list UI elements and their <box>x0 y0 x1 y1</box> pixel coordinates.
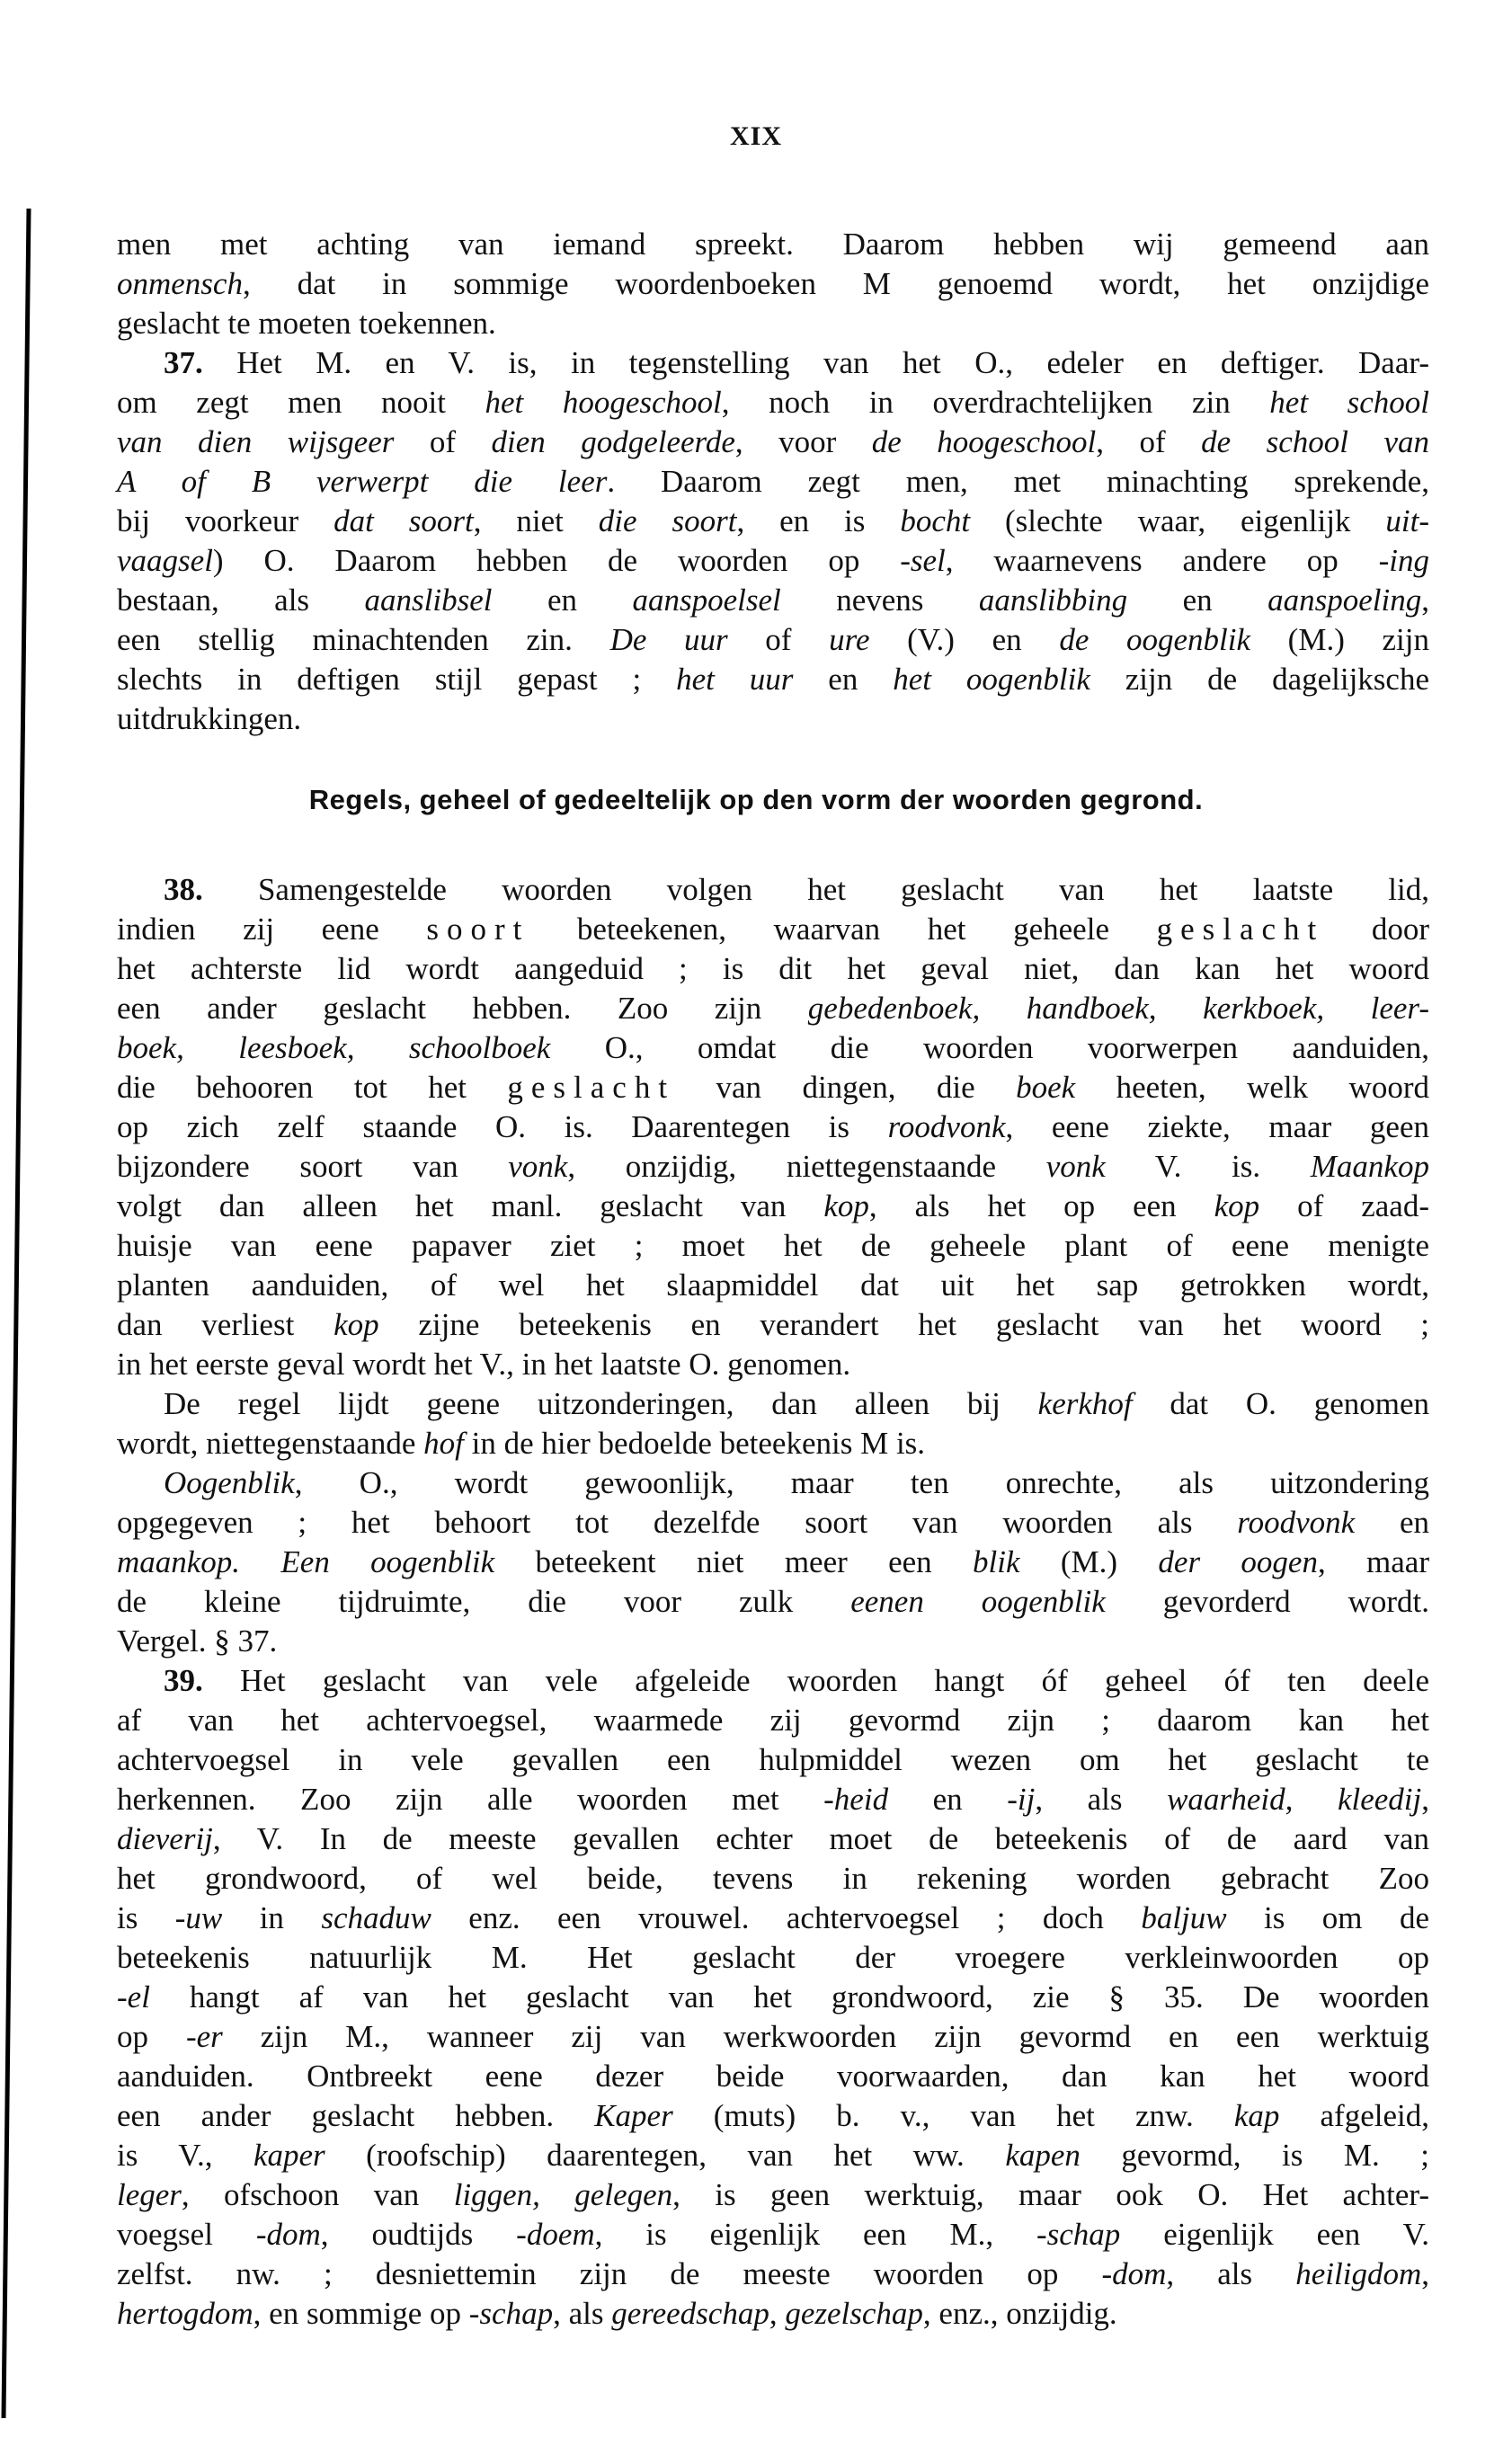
text-line: vaagsel) O. Daarom hebben de woorden op -sel, waarnevens andere op -ing <box>117 543 1429 578</box>
text-line: aanduiden. Ontbreekt eene dezer beide voorwaarden, dan kan het woord <box>117 2059 1429 2094</box>
text-line: A of B verwerpt die leer. Daarom zegt men, met minachting sprekende, <box>117 464 1430 499</box>
text-line: Vergel. § 37. <box>117 1623 278 1659</box>
paragraph-37-start: 37. Het M. en V. is, in tegenstelling van het O., edeler en deftiger. Daar- <box>164 345 1429 380</box>
text-line: planten aanduiden, of wel het slaapmiddel dat uit het sap getrokken wordt, <box>117 1267 1429 1303</box>
text-line: boek, leesboek, schoolboek O., omdat die woorden voorwerpen aanduiden, <box>117 1030 1429 1065</box>
text-line: onmensch, dat in sommige woordenboeken M genoemd wordt, het onzijdige <box>117 266 1429 301</box>
paragraph-38-start: 38. Samengestelde woorden volgen het geslacht van het laatste lid, <box>164 872 1429 907</box>
text-line: men met achting van iemand spreekt. Daarom hebben wij gemeend aan <box>117 227 1429 262</box>
text-line: een ander geslacht hebben. Zoo zijn gebedenboek, handboek, kerkboek, leer- <box>117 991 1429 1026</box>
text-line: volgt dan alleen het manl. geslacht van kop, als het op een kop of zaad- <box>117 1188 1429 1223</box>
text-line: -el hangt af van het geslacht van het grondwoord, zie § 35. De woorden <box>117 1979 1429 2015</box>
text-line: bestaan, als aanslibsel en aanspoelsel nevens aanslibbing en aanspoeling, <box>117 583 1429 618</box>
text-line: zelfst. nw. ; desniettemin zijn de meeste woorden op -dom, als heiligdom, <box>117 2256 1429 2291</box>
text-line: achtervoegsel in vele gevallen een hulpmiddel wezen om het geslacht te <box>117 1742 1429 1777</box>
text-line: slechts in deftigen stijl gepast ; het uur en het oogenblik zijn de dagelijksche <box>117 662 1429 697</box>
text-line: is V., kaper (roofschip) daarentegen, van het ww. kapen gevormd, is M. ; <box>117 2138 1429 2173</box>
text-line: om zegt men nooit het hoogeschool, noch in overdrachtelijken zin het school <box>117 385 1429 420</box>
text-line: maankop. Een oogenblik beteekent niet meer een blik (M.) der oogen, maar <box>117 1544 1429 1579</box>
text-line: dieverij, V. In de meeste gevallen echter moet de beteekenis of de aard van <box>117 1821 1429 1856</box>
text-line: herkennen. Zoo zijn alle woorden met -heid en -ij, als waarheid, kleedij, <box>117 1782 1429 1817</box>
paragraph-number: 38. <box>164 872 203 907</box>
text-line: huisje van eene papaver ziet ; moet het de geheele plant of eene menigte <box>117 1228 1429 1263</box>
text-line: indien zij eene soort beteekenen, waarvan het geheele geslacht door <box>117 912 1429 947</box>
text-line: het grondwoord, of wel beide, tevens in rekening worden gebracht Zoo <box>117 1861 1429 1896</box>
text-line: wordt, niettegenstaande hof in de hier bedoelde beteekenis M is. <box>117 1426 926 1461</box>
text-line: de kleine tijdruimte, die voor zulk eenen oogenblik gevorderd wordt. <box>117 1584 1429 1619</box>
text-line: opgegeven ; het behoort tot dezelfde soort van woorden als roodvonk en <box>117 1505 1429 1540</box>
text-line: bij voorkeur dat soort, niet die soort, en is bocht (slechte waar, eigenlijk uit- <box>117 503 1429 538</box>
text-line: hertogdom, en sommige op -schap, als gereedschap, gezelschap, enz., onzijdig. <box>117 2296 1117 2331</box>
section-37-block <box>117 225 1429 739</box>
text-line: die behooren tot het geslacht van dingen, die boek heeten, welk woord <box>117 1070 1429 1105</box>
text-line: het achterste lid wordt aangeduid ; is dit het geval niet, dan kan het woord <box>117 951 1429 986</box>
text-line: De regel lijdt geene uitzonderingen, dan alleen bij kerkhof dat O. genomen <box>164 1386 1430 1421</box>
text-line: af van het achtervoegsel, waarmede zij gevormd zijn ; daarom kan het <box>117 1703 1429 1738</box>
text-line: in het eerste geval wordt het V., in het laatste O. genomen. <box>117 1347 851 1382</box>
paragraph-39-start: 39. Het geslacht van vele afgeleide woorden hangt óf geheel óf ten deele <box>164 1663 1429 1698</box>
section-heading: Regels, geheel of gedeeltelijk op den vorm der woorden gegrond. <box>308 784 1204 815</box>
text-line: geslacht te moeten toekennen. <box>117 306 496 341</box>
text-line: leger, ofschoon van liggen, gelegen, is geen werktuig, maar ook O. Het achter- <box>117 2177 1429 2212</box>
text-line: voegsel -dom, oudtijds -doem, is eigenlijk een M., -schap eigenlijk een V. <box>117 2217 1429 2252</box>
paragraph-number: 37. <box>164 345 203 380</box>
text-line: beteekenis natuurlijk M. Het geslacht der vroegere verkleinwoorden op <box>117 1940 1429 1975</box>
text-line: een stellig minachtenden zin. De uur of ure (V.) en de oogenblik (M.) zijn <box>117 622 1430 657</box>
text-line: bijzondere soort van vonk, onzijdig, niettegenstaande vonk V. is. Maankop <box>117 1149 1429 1184</box>
text-line: Oogenblik, O., wordt gewoonlijk, maar ten onrechte, als uitzondering <box>164 1465 1429 1500</box>
paragraph-number: 39. <box>164 1663 203 1698</box>
section-38-39-block <box>117 870 1429 2334</box>
text-line: uitdrukkingen. <box>117 701 302 736</box>
text-line: van dien wijsgeer of dien godgeleerde, voor de hoogeschool, of de school van <box>117 424 1430 459</box>
text-line: dan verliest kop zijne beteekenis en verandert het geslacht van het woord ; <box>117 1307 1429 1342</box>
text-line: op -er zijn M., wanneer zij van werkwoorden zijn gevormd en een werktuig <box>117 2019 1429 2054</box>
text-line: is -uw in schaduw enz. een vrouwel. achtervoegsel ; doch baljuw is om de <box>117 1900 1429 1935</box>
text-line: op zich zelf staande O. is. Daarentegen is roodvonk, eene ziekte, maar geen <box>117 1109 1429 1144</box>
text-line: een ander geslacht hebben. Kaper (muts) b. v., van het znw. kap afgeleid, <box>117 2098 1429 2133</box>
page-number: XIX <box>729 121 782 151</box>
